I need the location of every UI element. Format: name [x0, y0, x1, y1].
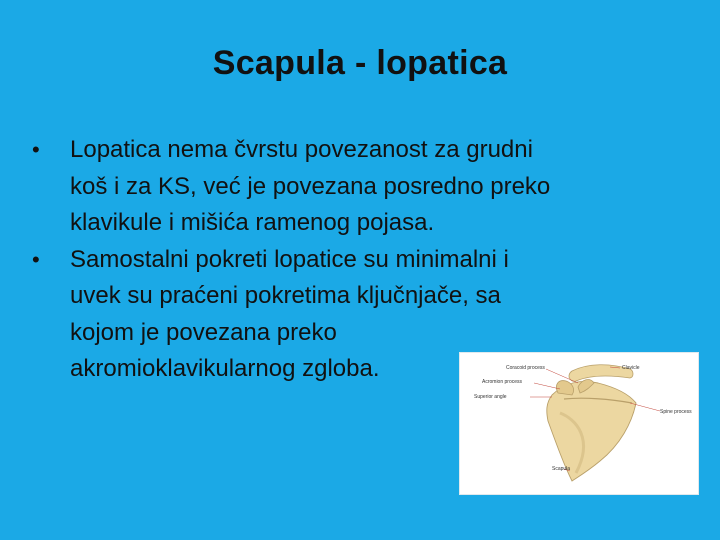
- bullet-dot-icon: •: [32, 137, 40, 162]
- label-coracoid: Coracoid process: [506, 365, 545, 371]
- bullet-text-line: akromioklavikularnog zgloba.: [70, 355, 380, 382]
- bullet-text-line: Samostalni pokreti lopatice su minimalni i: [70, 245, 509, 273]
- label-spine: Spine process: [660, 409, 692, 415]
- bullet-item: [30, 132, 670, 242]
- bullet-text-line: uvek su praćeni pokretima ključnjače, sa: [70, 282, 501, 309]
- bullet-text-line: koš i za KS, već je povezana posredno preko: [70, 172, 551, 200]
- acromion-bone: [556, 381, 573, 395]
- bullet-text-line: kojom je povezana preko: [70, 318, 337, 346]
- bullet-dot-icon: •: [32, 246, 40, 272]
- label-scapula: Scapula: [552, 466, 571, 472]
- label-superior-angle: Superior angle: [474, 394, 507, 400]
- bullet-text-line: klavikule i mišića ramenog pojasa.: [70, 209, 435, 236]
- bullet-list: [30, 132, 670, 388]
- bullet-text-line: Lopatica nema čvrstu povezanost za grudni: [70, 136, 533, 163]
- label-acromion: Acromion process: [482, 379, 523, 385]
- scapula-illustration: [459, 352, 699, 495]
- label-clavicle: Clavicle: [622, 365, 640, 371]
- slide-title: Scapula - lopatica: [212, 44, 508, 82]
